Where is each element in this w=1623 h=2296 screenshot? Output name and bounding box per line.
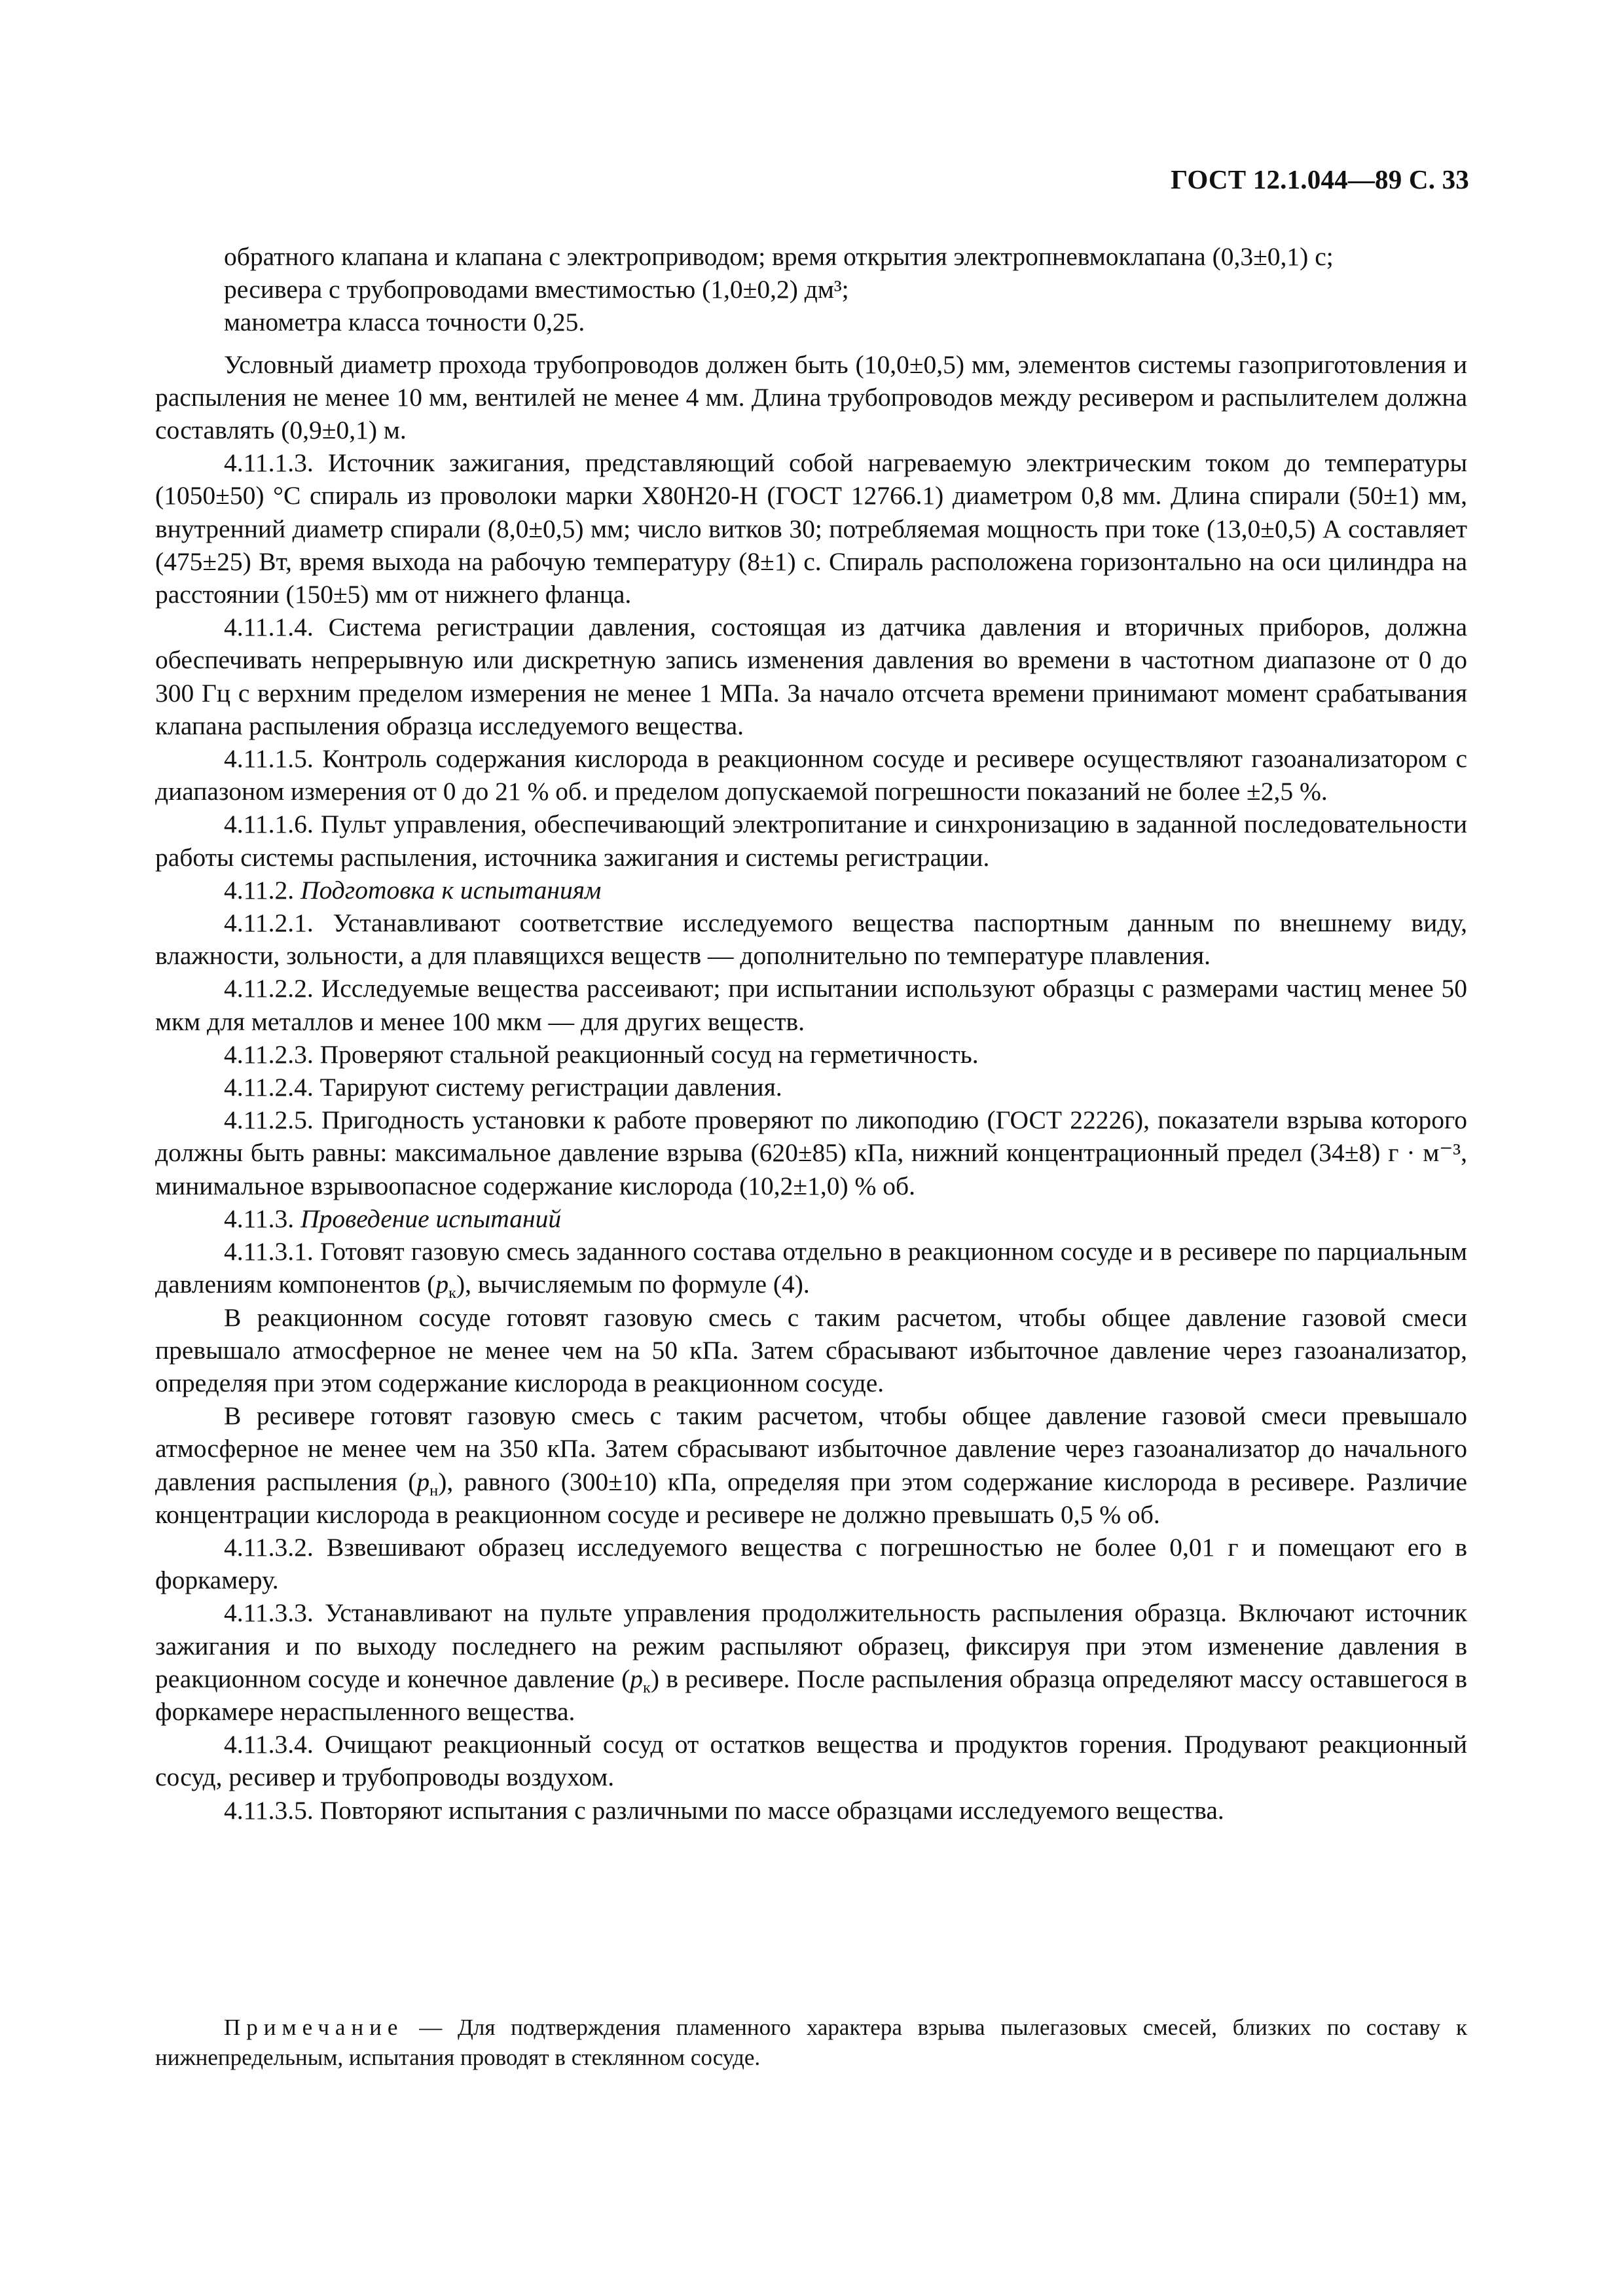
paragraph-4113-1 [155,1235,1467,1300]
paragraph: 4.11.1.5. Контроль содержания кислорода в реакционном сосуде и ресивере осуществляют газоанализатором с диапазоном измерения от 0 до 21 % об. и пределом допускаемой погрешности показаний не более ±2,5 %. [155,744,1467,806]
paragraph: 4.11.1.3. Источник зажигания, представляющий собой нагреваемую электрическим током до температуры (1050±50) °С спираль из проволоки марки Х80Н20-Н (ГОСТ 12766.1) диаметром 0,8 мм. Длина спирали (50±1) мм, внутренний диаметр спирали (8,0±0,5) мм; число витков 30; потребляемая мощность при токе (13,0±0,5) А составляет (475±25) Вт, время выхода на рабочую температуру (8±1) с. Спираль расположена горизонтально на оси цилиндра на расстоянии (150±5) мм от нижнего фланца. [155,448,1467,609]
section-number: 4.11.2. [224,875,301,905]
formula-subscript: к [643,1678,651,1696]
paragraph: 4.11.3.2. Взвешивают образец исследуемого вещества с погрешностью не более 0,01 г и помещают его в форкамеру. [155,1532,1467,1595]
text-run: 4.11.3.3. Устанавливают на пульте управления продолжительность распыления образца. Включают источник зажигания и по выходу последнего на режим распыляют образец, фиксируя при этом изменение давления в реакционном сосуде и конечное давление ( [155,1598,1467,1693]
paragraph: В реакционном сосуде готовят газовую смесь с таким расчетом, чтобы общее давление газовой смеси превышало атмосферное не менее чем на 50 кПа. Затем сбрасывают избыточное давление через газоанализатор, определяя при этом содержание кислорода в реакционном сосуде. [155,1302,1467,1397]
paragraph: манометра класса точности 0,25. [224,308,585,337]
note-text: — Для подтверждения пламенного характера взрыва пылегазовых смесей, близких по составу к нижнепредельным, испытания проводят в стеклянном сосуде. [155,2015,1467,2070]
paragraph: 4.11.2.5. Пригодность установки к работе проверяют по ликоподию (ГОСТ 22226), показатели взрыва которого должны быть равны: максимальное давление взрыва (620±85) кПа, нижний концентрационный предел (34±8) г · м⁻³, минимальное взрывоопасное содержание кислорода (10,2±1,0) % об. [155,1105,1467,1200]
section-heading-4112 [155,874,1467,906]
paragraph-receiver [155,1399,1467,1531]
text-run: В ресивере готовят газовую смесь с таким расчетом, чтобы общее давление газовой смеси превышало атмосферное не менее чем на 350 кПа. Затем сбрасывают избыточное давление через газоанализатор до начального давления распыления ( [155,1401,1467,1496]
formula-subscript: к [448,1284,457,1302]
paragraph: 4.11.2.4. Тарируют систему регистрации давления. [224,1073,782,1102]
note-label: Примечание [224,2015,404,2040]
text-run: ) в ресивере. После распыления образца определяют массу оставшегося в форкамере нераспыленного вещества. [155,1664,1468,1726]
paragraph: 4.11.3.5. Повторяют испытания с различными по массе образцами исследуемого вещества. [224,1795,1224,1825]
text-run: ), вычисляемым по формуле (4). [456,1270,810,1299]
section-number: 4.11.3. [224,1204,301,1233]
formula-variable: p [435,1270,449,1299]
page-header: ГОСТ 12.1.044—89 С. 33 [1171,164,1469,194]
document-body [155,240,1467,1827]
paragraph: обратного клапана и клапана с электроприводом; время открытия электропневмоклапана (0,3±0,1) с; [224,242,1334,271]
paragraph: 4.11.2.1. Устанавливают соответствие исследуемого вещества паспортным данным по внешнему виду, влажности, зольности, а для плавящихся веществ — дополнительно по температуре плавления. [155,908,1467,971]
formula-variable: p [416,1467,430,1496]
paragraph: 4.11.1.4. Система регистрации давления, состоящая из датчика давления и вторичных приборов, должна обеспечивать непрерывную или дискретную запись изменения давления во времени в частотном диапазоне от 0 до 300 Гц с верхним пределом измерения не менее 1 МПа. За начало отсчета времени принимают момент срабатывания клапана распыления образца исследуемого вещества. [155,613,1467,740]
note-block [155,2013,1467,2073]
paragraph: 4.11.2.2. Исследуемые вещества рассеивают; при испытании используют образцы с размерами частиц менее 50 мкм для металлов и менее 100 мкм — для других веществ. [155,974,1467,1036]
paragraph: ресивера с трубопроводами вместимостью (1,0±0,2) дм³; [224,275,849,304]
section-title: Проведение испытаний [301,1204,562,1233]
paragraph: 4.11.2.3. Проверяют стальной реакционный сосуд на герметичность. [224,1039,979,1069]
section-heading-4113 [155,1202,1467,1235]
formula-subscript: н [429,1481,439,1499]
paragraph: Условный диаметр прохода трубопроводов должен быть (10,0±0,5) мм, элементов системы газоприготовления и распыления не менее 10 мм, вентилей не менее 4 мм. Длина трубопроводов между ресивером и распылителем должна составлять (0,9±0,1) м. [155,350,1467,445]
section-title: Подготовка к испытаниям [301,875,602,905]
paragraph: 4.11.1.6. Пульт управления, обеспечивающий электропитание и синхронизацию в заданной последовательности работы системы распыления, источника зажигания и системы регистрации. [155,810,1467,872]
formula-variable: p [630,1664,643,1693]
text-run: 4.11.3.1. Готовят газовую смесь заданного состава отдельно в реакционном сосуде и в ресивере по парциальным давлениям компонентов ( [155,1237,1467,1299]
paragraph-4113-3 [155,1596,1467,1728]
text-run: ), равного (300±10) кПа, определяя при этом содержание кислорода в ресивере. Различие концентрации кислорода в реакционном сосуде и ресивере не должно превышать 0,5 % об. [155,1467,1467,1529]
paragraph: 4.11.3.4. Очищают реакционный сосуд от остатков вещества и продуктов горения. Продувают реакционный сосуд, ресивер и трубопроводы воздухом. [155,1730,1467,1792]
note-paragraph [155,2013,1467,2073]
